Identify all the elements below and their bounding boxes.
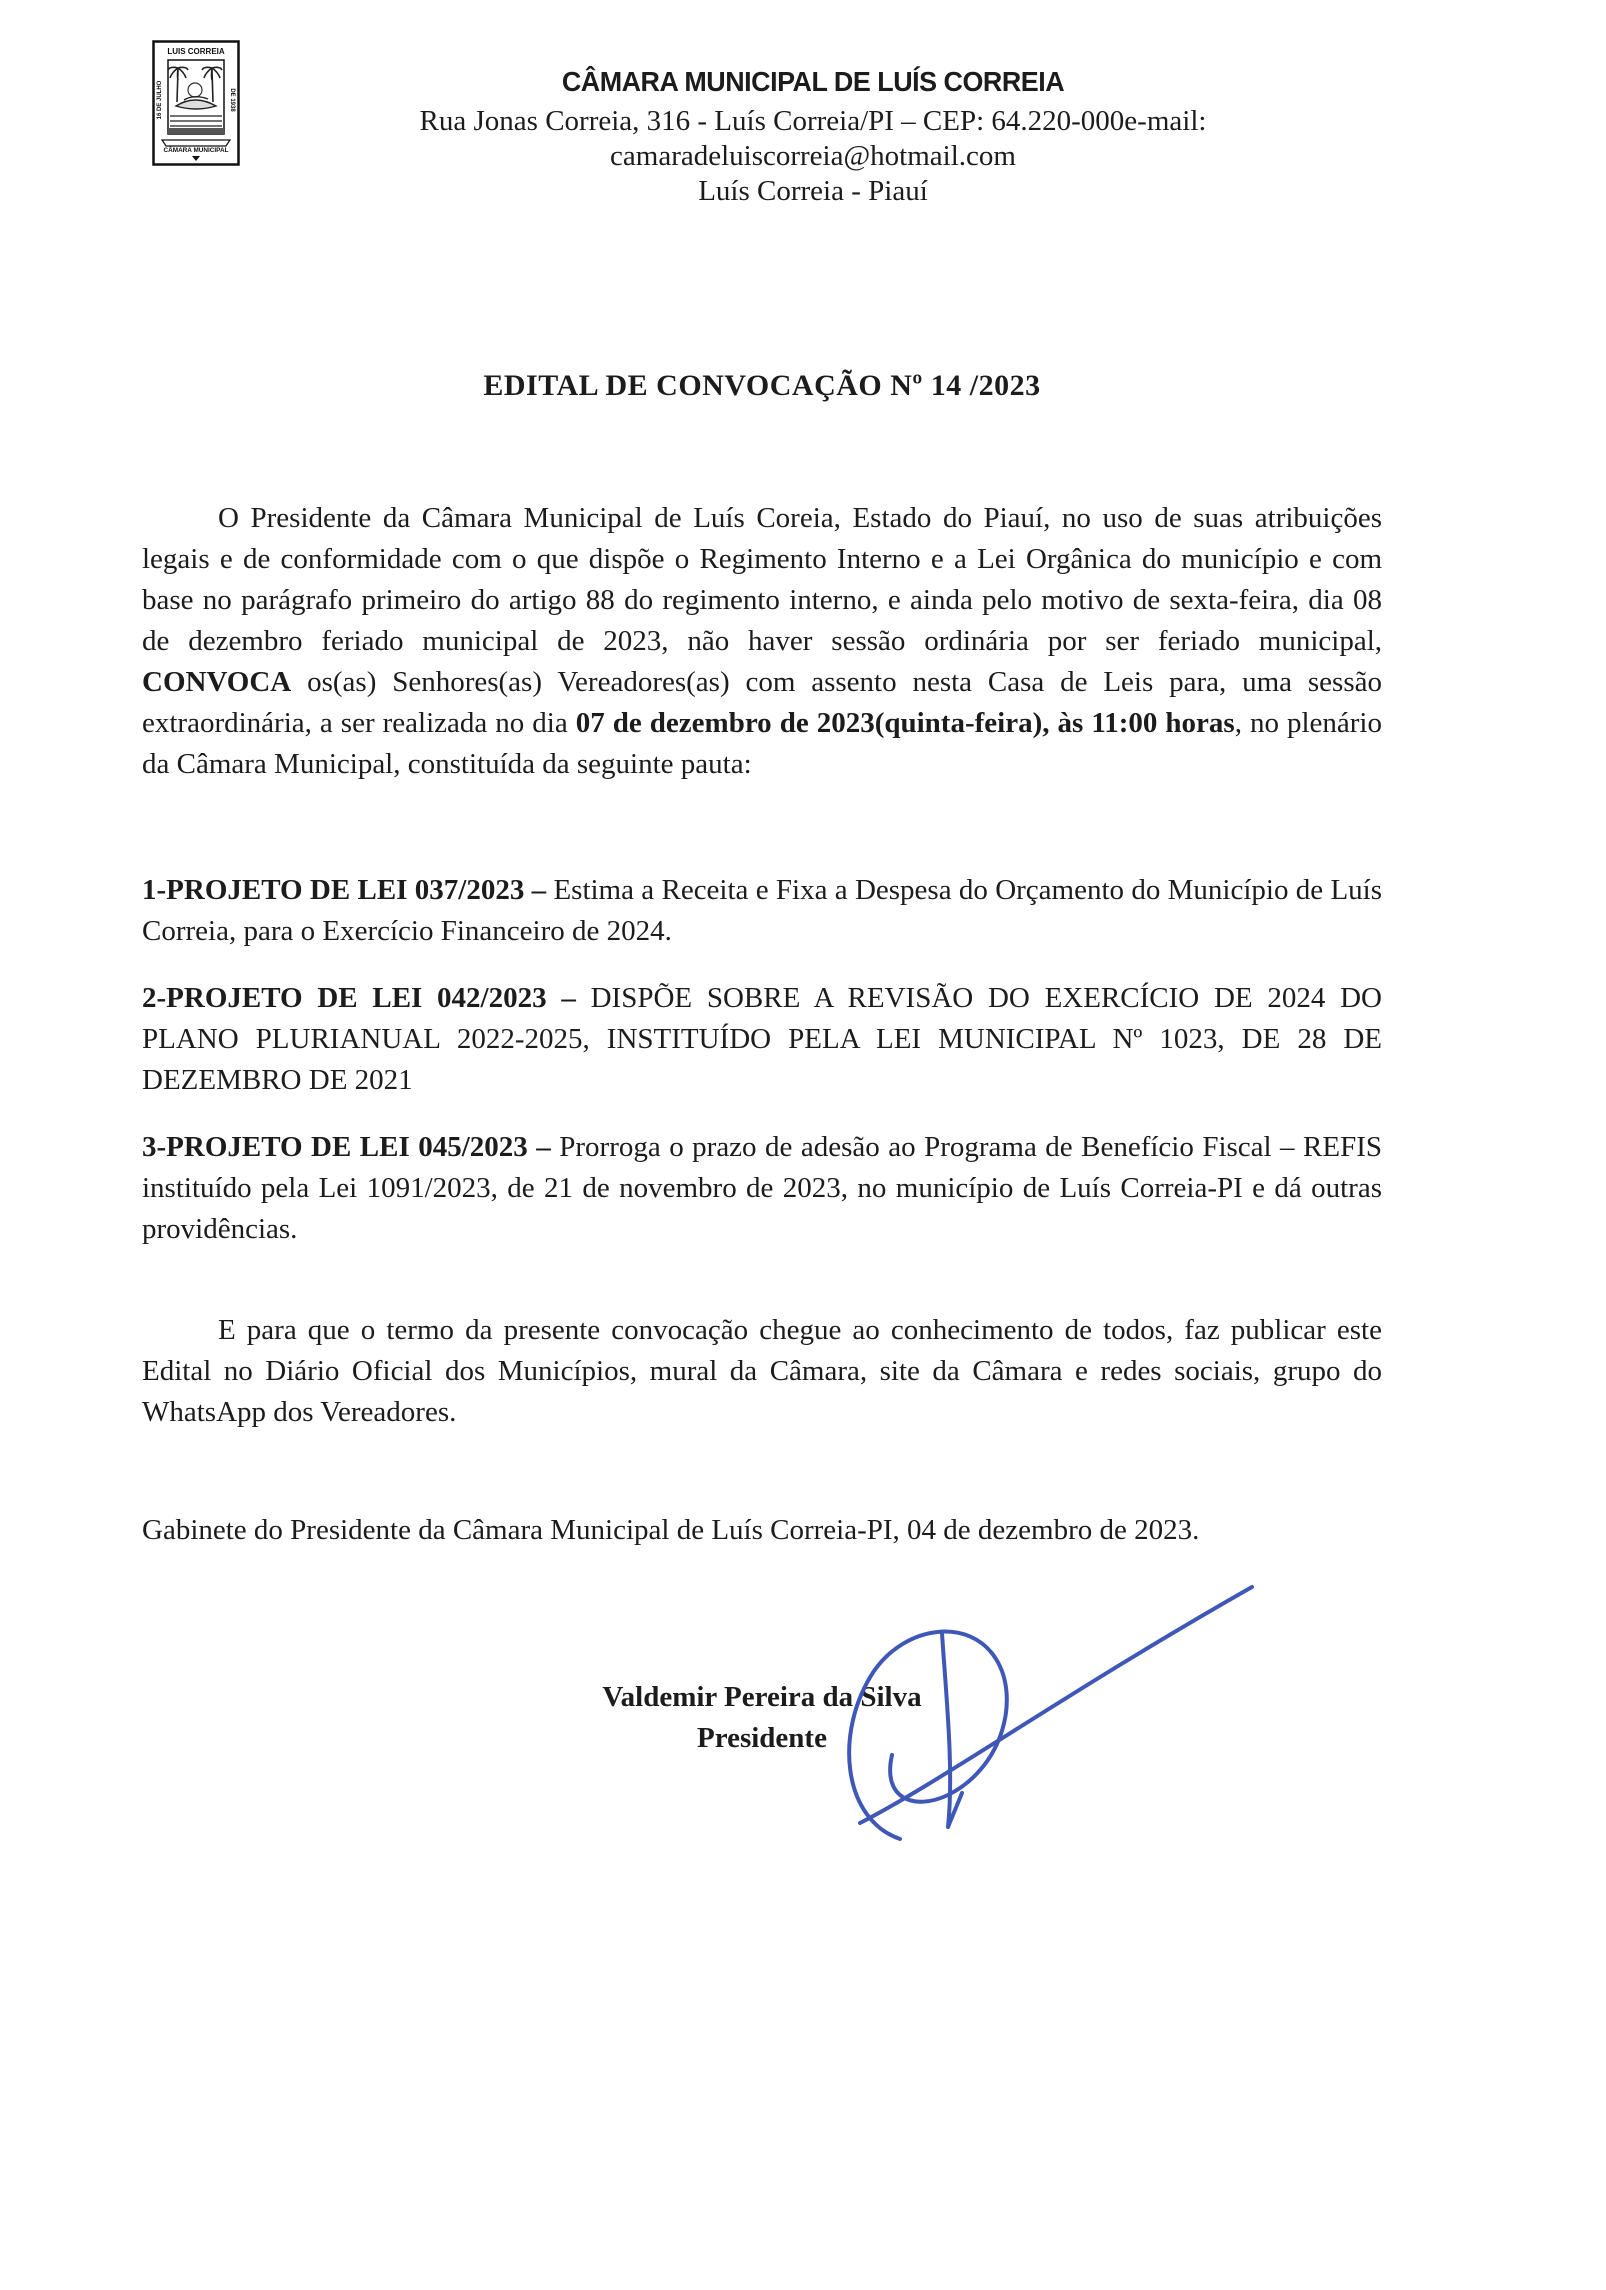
agenda-item-3-text: Prorroga o prazo de adesão ao Programa de Benefício Fiscal – REFIS instituído pela Lei 1091/2023, de 21 de novembro de 2023, no município de Luís Correia-PI e dá outras providências. (142, 1131, 1382, 1245)
logo-right-label: DE 1938 (229, 88, 235, 112)
session-datetime-emphasis: 07 de dezembro de 2023(quinta-feira), às 11:00 horas (575, 707, 1235, 739)
logo-bottom-label: CÂMARA MUNICIPAL (163, 147, 229, 154)
dateline: Gabinete do Presidente da Câmara Municipal de Luís Correia-PI, 04 de dezembro de 2023. (142, 1514, 1200, 1546)
agenda-item-3-lead: 3-PROJETO DE LEI 045/2023 – (142, 1131, 551, 1163)
signature-block (142, 1609, 1382, 1909)
organization-name: CÂMARA MUNICIPAL DE LUÍS CORREIA (561, 66, 1065, 97)
agenda-item-3 (142, 1127, 1382, 1250)
municipal-coat-of-arms (152, 40, 244, 171)
location-line: Luís Correia - Piauí (698, 175, 928, 207)
opening-paragraph (142, 498, 1382, 785)
letterhead (142, 40, 1382, 209)
logo-top-label: LUIS CORREIA (167, 47, 225, 56)
email-line: camaradeluiscorreia@hotmail.com (610, 140, 1016, 172)
coat-of-arms-icon (152, 40, 240, 166)
signer-name: Valdemir Pereira da Silva (602, 1681, 922, 1713)
agenda-item-1 (142, 870, 1382, 952)
agenda-item-2-lead: 2-PROJETO DE LEI 042/2023 – (142, 982, 576, 1014)
agenda-item-2-text: DISPÕE SOBRE A REVISÃO DO EXERCÍCIO DE 2024 DO PLANO PLURIANUAL 2022-2025, INSTITUÍDO PELA LEI MUNICIPAL Nº 1023, DE 28 DE DEZEMBRO DE 2021 (142, 982, 1382, 1096)
closing-paragraph: E para que o termo da presente convocação chegue ao conhecimento de todos, faz publicar este Edital no Diário Oficial dos Municípios, mural da Câmara, site da Câmara e redes sociais, grupo do WhatsApp dos Vereadores. (142, 1314, 1382, 1428)
signature-text (142, 1609, 1382, 1759)
signer-role: Presidente (697, 1722, 827, 1754)
agenda-item-1-text: Estima a Receita e Fixa a Despesa do Orçamento do Município de Luís Correia, para o Exercício Financeiro de 2024. (142, 874, 1383, 947)
paragraph-text: , no plenário da Câmara Municipal, constituída da seguinte pauta: (142, 707, 1382, 780)
paragraph-text: O Presidente da Câmara Municipal de Luís Coreia, Estado do Piauí, no uso de suas atribuições legais e de conformidade com o que dispõe o Regimento Interno e a Lei Orgânica do município e com base no parágrafo primeiro do artigo 88 do regimento interno, e ainda pelo motivo de sexta-feira, dia 08 de dezembro feriado municipal de 2023, não haver sessão ordinária por ser feriado municipal, (142, 502, 1382, 657)
agenda-item-1-lead: 1-PROJETO DE LEI 037/2023 – (142, 874, 547, 906)
address-line: Rua Jonas Correia, 316 - Luís Correia/PI – CEP: 64.220-000e-mail: (419, 105, 1207, 137)
document-title: EDITAL DE CONVOCAÇÃO Nº 14 /2023 (483, 369, 1041, 402)
agenda-item-2 (142, 978, 1382, 1101)
agenda-list (142, 870, 1382, 1250)
convoca-emphasis: CONVOCA (142, 666, 292, 698)
logo-left-label: 16 DE JULHO (157, 80, 163, 120)
letterhead-text (244, 40, 1382, 209)
paragraph-text: os(as) Senhores(as) Vereadores(as) com assento nesta Casa de Leis para, uma sessão extraordinária, a ser realizada no dia (142, 666, 1382, 739)
